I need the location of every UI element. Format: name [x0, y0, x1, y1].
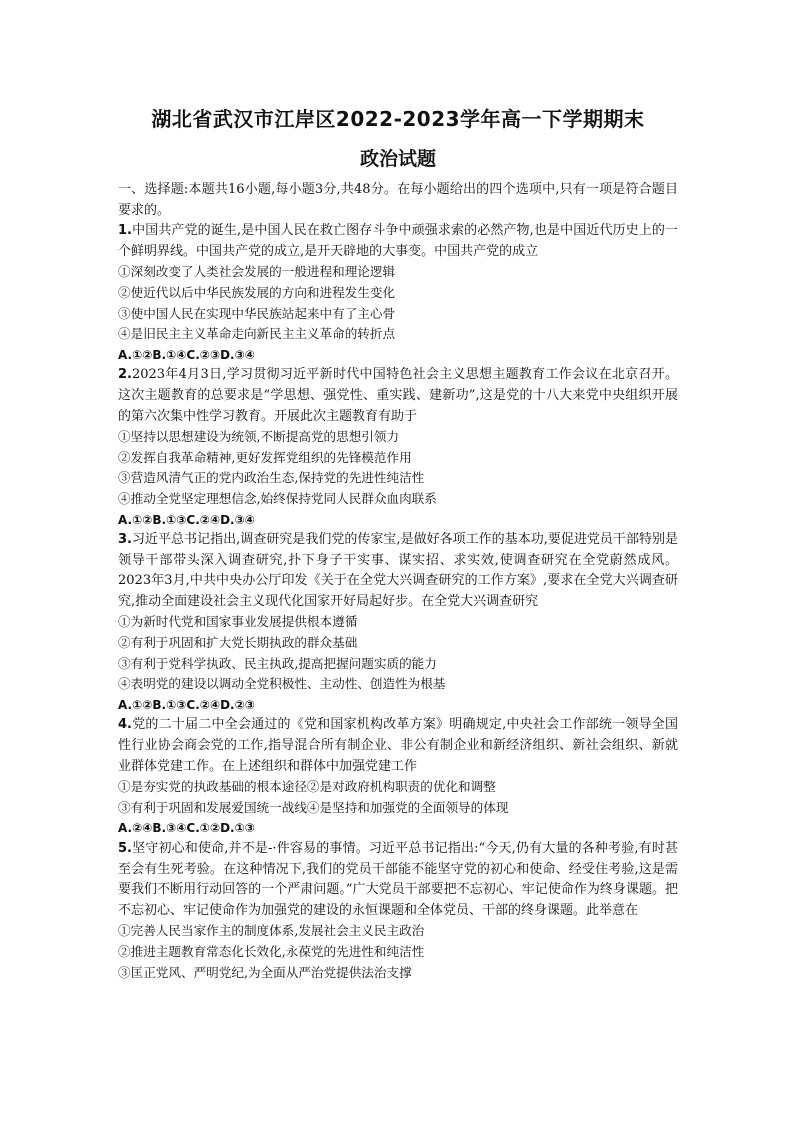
question-stem	[118, 221, 678, 262]
question-stem	[118, 365, 678, 427]
question-text: 中国共产党的诞生,是中国人民在救亡图存斗争中顽强求索的必然产物,也是中国近代历史上的一个鲜明界线。中国共产党的成立,是开天辟地的大事变。中国共产党的成立	[118, 223, 678, 259]
statement-option: ③营造风清气正的党内政治生态,保持党的先进性纯洁性	[118, 470, 425, 486]
question-number: 2.	[118, 367, 132, 383]
question-3	[118, 530, 678, 715]
statement-option: ④推动全党坚定理想信念,始终保持党同人民群众血肉联系	[118, 490, 437, 506]
statement-option: ③有利于党科学执政、民主执政,提高把握问题实质的能力	[118, 655, 437, 671]
statement-option: ②推进主题教育常态化长效化,永葆党的先进性和纯洁性	[118, 943, 425, 959]
statement-option: ③使中国人民在实现中华民族站起来中有了主心骨	[118, 305, 396, 321]
question-text: 2023年4月3日,学习贯彻习近平新时代中国特色社会主义思想主题教育工作会议在北京召开。这次主题教育的总要求是“学思想、强党性、重实践、建新功”,这是党的十八大来党中央组织开展的第六次集中性学习教育。开展此次主题教育有助于	[118, 367, 678, 424]
answer-choices: A.①②B.①③C.②④D.③④	[118, 512, 255, 527]
answer-choices: A.①②B.①③C.②④D.②③	[118, 697, 255, 712]
answer-choices: A.②④B.③④C.①②D.①③	[118, 821, 255, 836]
statement-option: ②有利于巩固和扩大党长期执政的群众基础	[118, 635, 358, 651]
statement-option: ①坚持以思想建设为统领,不断提高党的思想引领力	[118, 429, 400, 445]
section-instructions: 一、选择题:本题共16小题,每小题3分,共48分。在每小题给出的四个选项中,只有一项是符合题目要求的。	[118, 182, 678, 218]
question-stem	[118, 839, 678, 921]
question-number: 5.	[118, 841, 132, 856]
statement-option: ①完善人民当家作主的制度体系,发展社会主义民主政治	[118, 923, 425, 939]
question-number: 3.	[118, 532, 132, 548]
question-1	[118, 221, 678, 365]
statement-option: ①深刻改变了人类社会发展的一般进程和理论逻辑	[118, 264, 396, 280]
question-stem	[118, 530, 678, 612]
question-5	[118, 839, 678, 983]
question-text: 党的二十届二中全会通过的《党和国家机构改革方案》明确规定,中央社会工作部统一领导全国性行业协会商会党的工作,指导混合所有制企业、非公有制企业和新经济组织、新社会组织、新就业群体党建工作。在上述组织和群体中加强党建工作	[118, 717, 678, 774]
question-text: 坚守初心和使命,并不是-·件容易的事情。习近平总书记指出:“今天,仍有大量的各种考验,有时甚至会有生死考验。在这种情况下,我们的党员干部能不能坚守党的初心和使命、经受住考验,这是需要我们不断用行动回答的一个严肃问题。”广大党员干部要把不忘初心、牢记使命作为终身课题。把不忘初心、牢记使命作为加强党的建设的永恒课题和全体党员、干部的终身课题。此举意在	[118, 841, 678, 918]
question-number: 4.	[118, 717, 132, 733]
question-number: 1.	[118, 223, 132, 239]
question-list	[118, 221, 678, 983]
document-title: 湖北省武汉市江岸区2022-2023学年高一下学期期末	[151, 107, 645, 131]
question-text: 习近平总书记指出,调查研究是我们党的传家宝,是做好各项工作的基本功,要促进党员干部特别是领导干部带头深入调查研究,扑下身子干实事、谋实招、求实效,使调查研究在全党蔚然成风。2023年3月,中共中央办公厅印发《关于在全党大兴调查研究的工作方案》,要求在全党大兴调查研究,推动全面建设社会主义现代化国家开好局起好步。在全党大兴调查研究	[118, 532, 678, 609]
statement-option: ①为新时代党和国家事业发展提供根本遵循	[118, 614, 358, 630]
question-2	[118, 365, 678, 530]
statement-option: ①是夯实党的执政基础的根本途径②是对政府机构职责的优化和调整	[118, 779, 496, 795]
question-stem	[118, 715, 678, 777]
document-subtitle: 政治试题	[359, 148, 436, 170]
question-4	[118, 715, 678, 839]
answer-choices: A.①②B.①④C.②③D.③④	[118, 347, 255, 362]
statement-option: ②发挥自我革命精神,更好发挥党组织的先锋模范作用	[118, 449, 412, 465]
statement-option: ③匡正党风、严明党纪,为全面从严治党提供法治支撑	[118, 964, 412, 980]
statement-option: ④表明党的建设以调动全党积极性、主动性、创造性为根基	[118, 676, 446, 692]
statement-option: ③有利于巩固和发展爱国统一战线④是坚持和加强党的全面领导的体现	[118, 799, 509, 815]
statement-option: ②使近代以后中华民族发展的方向和进程发生变化	[118, 284, 396, 300]
statement-option: ④是旧民主主义革命走向新民主主义革命的转折点	[118, 326, 396, 342]
